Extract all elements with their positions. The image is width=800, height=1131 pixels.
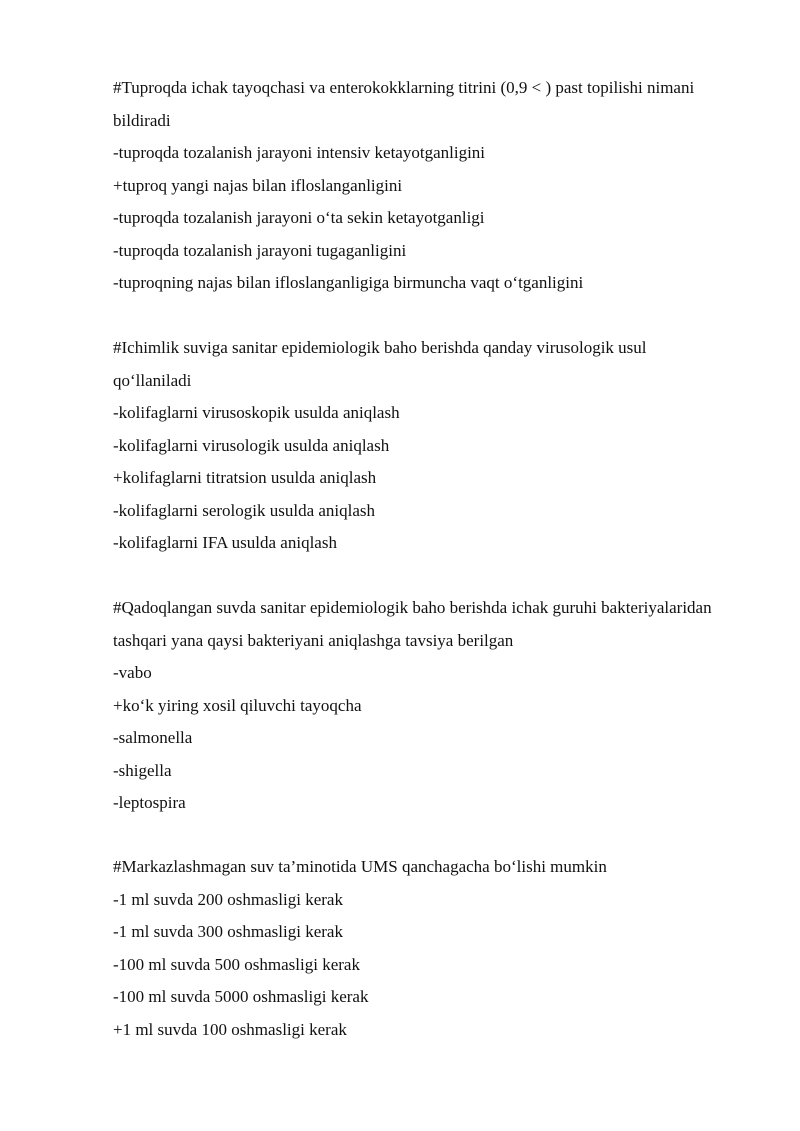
answer-option: -tuproqda tozalanish jarayoni tugaganligini bbox=[113, 240, 407, 260]
answer-option: -tuproqda tozalanish jarayoni o‘ta sekin ketayotganligi bbox=[113, 208, 485, 227]
answer-option: -kolifaglarni virusologik usulda aniqlash bbox=[113, 435, 390, 455]
answer-option-correct: +kolifaglarni titratsion usulda aniqlash bbox=[113, 468, 377, 487]
answer-option: -100 ml suvda 500 oshmasligi kerak bbox=[113, 954, 360, 974]
answer-option-correct: +1 ml suvda 100 oshmasligi kerak bbox=[113, 1019, 347, 1039]
answer-option: -leptospira bbox=[113, 793, 186, 812]
answer-options bbox=[113, 137, 713, 300]
answer-option: -kolifaglarni virusoskopik usulda aniqlash bbox=[113, 403, 400, 422]
answer-options bbox=[113, 884, 713, 1047]
answer-option: -vabo bbox=[113, 663, 152, 682]
answer-option: -tuproqda tozalanish jarayoni intensiv ketayotganligini bbox=[113, 143, 486, 162]
answer-option-correct: +ko‘k yiring xosil qiluvchi tayoqcha bbox=[113, 695, 362, 715]
question-title: #Tuproqda ichak tayoqchasi va enterokokklarning titrini (0,9 < ) past topilishi nimani bildiradi bbox=[113, 78, 695, 130]
answer-option: -1 ml suvda 300 oshmasligi kerak bbox=[113, 922, 343, 941]
answer-option: -shigella bbox=[113, 760, 172, 780]
question-title: #Qadoqlangan suvda sanitar epidemiologik baho berishda ichak guruhi bakteriyalaridan tashqari yana qaysi bakteriyani aniqlashga tavsiya berilgan bbox=[113, 598, 712, 650]
question-block bbox=[113, 332, 713, 560]
question-block bbox=[113, 851, 713, 1046]
question-block bbox=[113, 592, 713, 820]
answer-option-correct: +tuproq yangi najas bilan ifloslanganligini bbox=[113, 175, 403, 195]
question-title: #Markazlashmagan suv ta’minotida UMS qanchagacha bo‘lishi mumkin bbox=[113, 857, 607, 876]
answer-options bbox=[113, 657, 713, 820]
answer-options bbox=[113, 397, 713, 560]
answer-option: -salmonella bbox=[113, 728, 193, 747]
answer-option: -tuproqning najas bilan ifloslanganligiga birmuncha vaqt o‘tganligini bbox=[113, 273, 584, 292]
answer-option: -kolifaglarni serologik usulda aniqlash bbox=[113, 500, 376, 520]
question-title: #Ichimlik suviga sanitar epidemiologik baho berishda qanday virusologik usul qo‘llaniladi bbox=[113, 338, 647, 390]
answer-option: -100 ml suvda 5000 oshmasligi kerak bbox=[113, 987, 369, 1006]
answer-option: -kolifaglarni IFA usulda aniqlash bbox=[113, 533, 337, 552]
answer-option: -1 ml suvda 200 oshmasligi kerak bbox=[113, 889, 343, 909]
question-block bbox=[113, 72, 713, 300]
